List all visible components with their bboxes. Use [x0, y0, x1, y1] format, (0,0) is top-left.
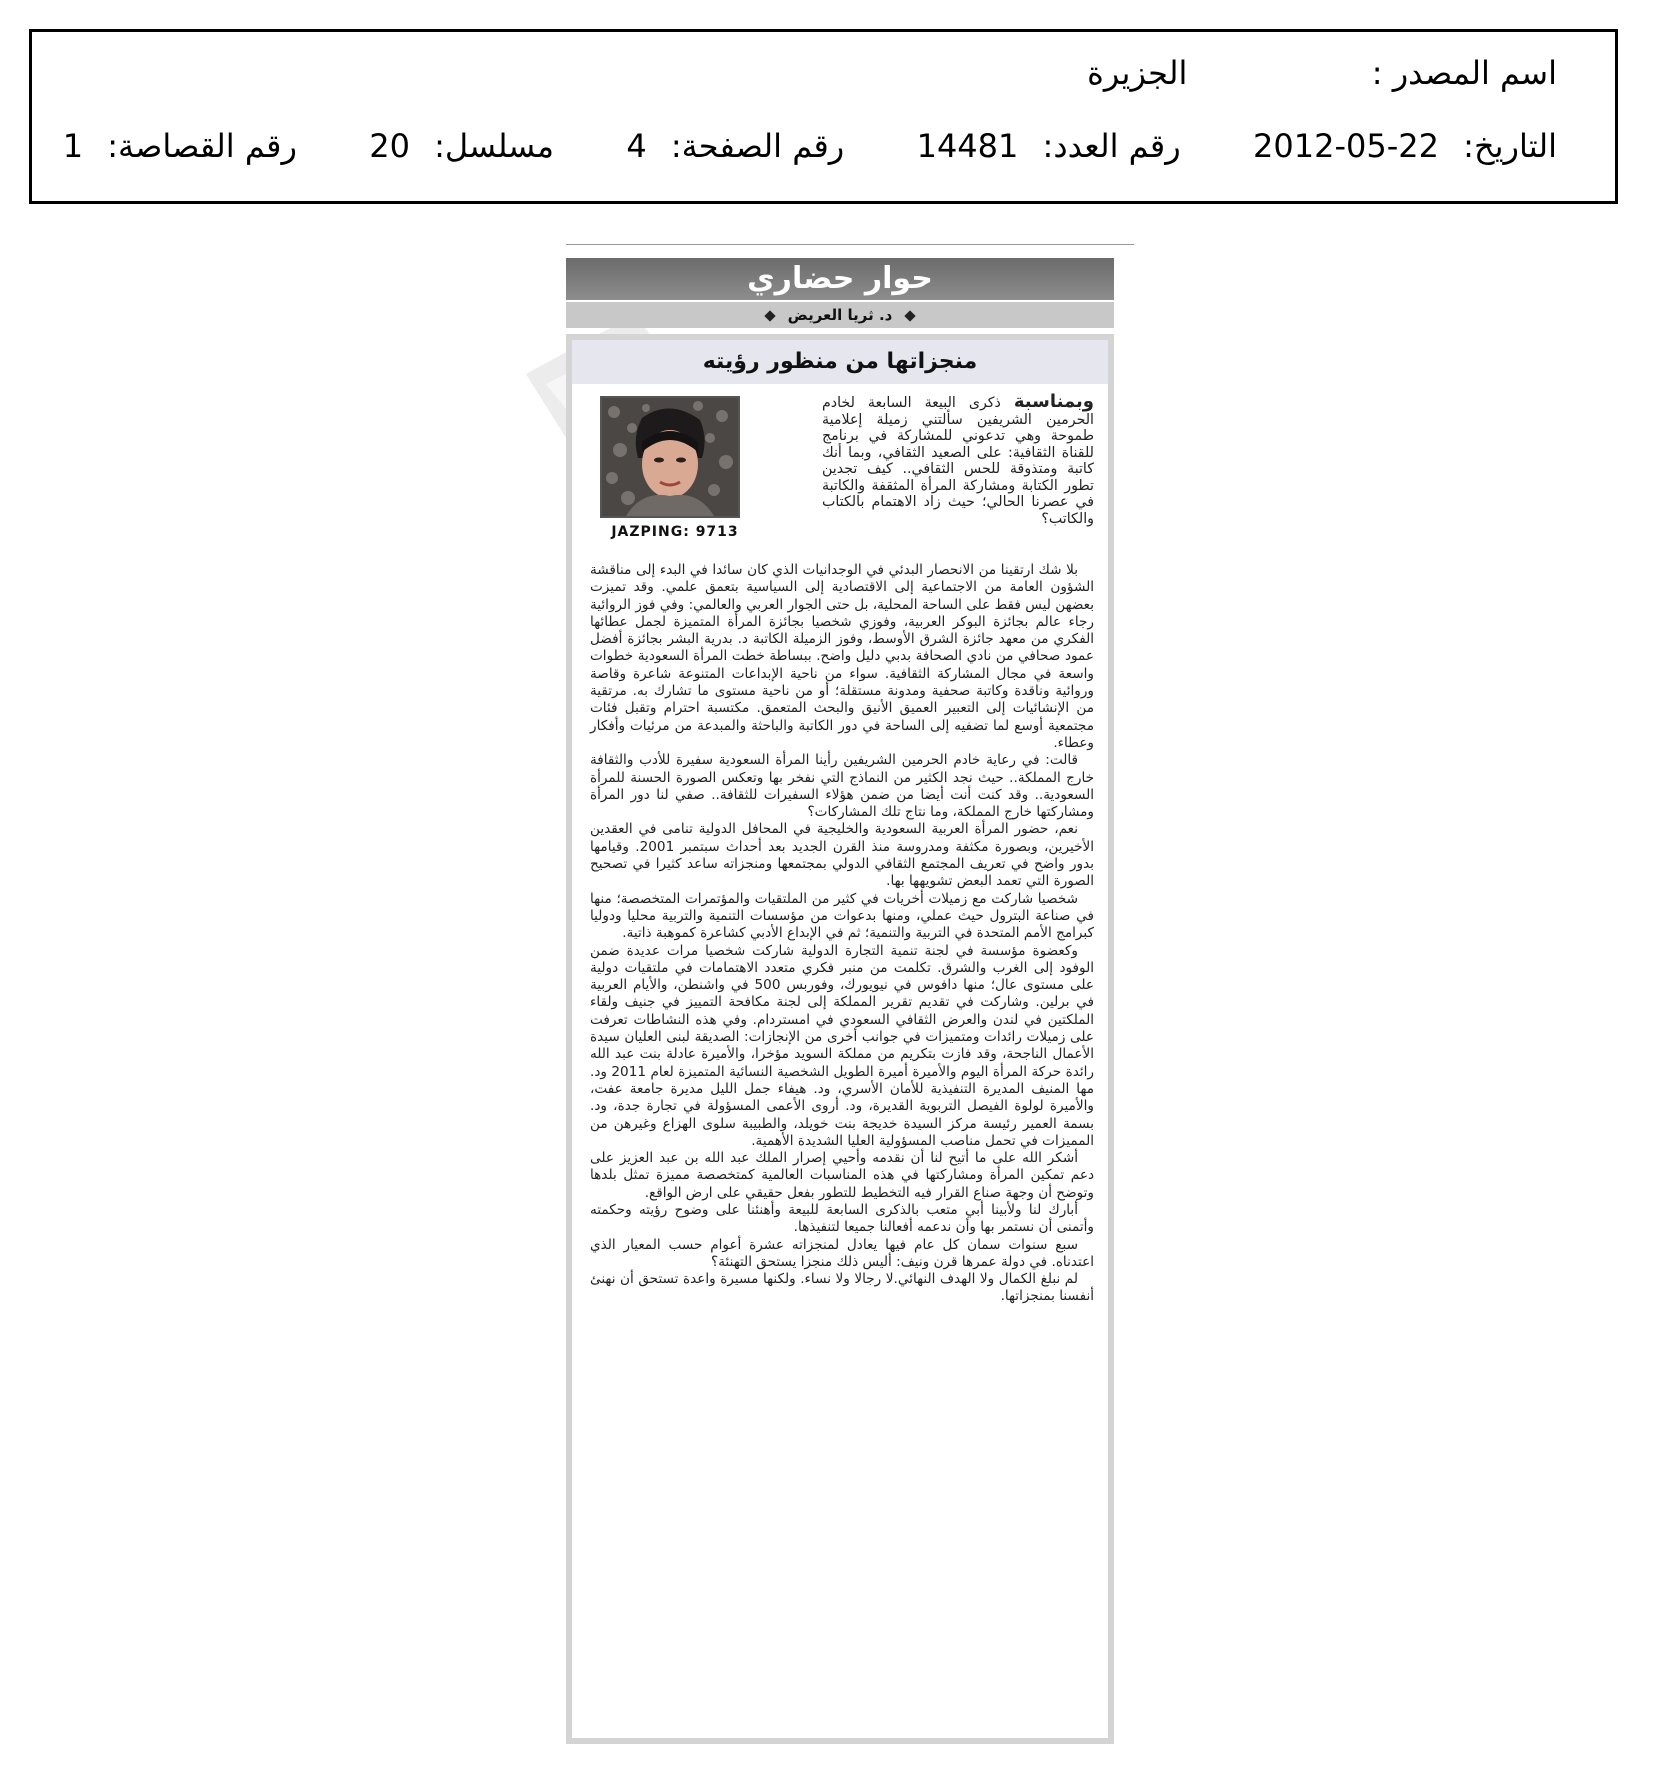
newspaper-clipping	[566, 244, 1134, 1754]
article-paragraph: شخصيا شاركت مع زميلات أخريات في كثير من الملتقيات والمؤتمرات المتخصصة؛ منها في صناعة البترول حيث عملي، ومنها بدعوات من مؤسسات التنمية والتربية محليا ودوليا كبرامج الأمم المتحدة في التربية والتنمية؛ ثم في الإبداع الأدبي كشاعرة كموهبة ذاتية.	[590, 890, 1094, 942]
headline-band	[572, 340, 1108, 384]
author-photo	[600, 396, 740, 518]
source-row	[1087, 54, 1557, 92]
source-label: اسم المصدر :	[1371, 54, 1557, 92]
diamond-icon	[764, 310, 775, 321]
date-label: التاريخ:	[1463, 127, 1557, 165]
article-paragraph: قالت: في رعاية خادم الحرمين الشريفين رأينا المرأة السعودية سفيرة للأدب والثقافة خارج المملكة.. حيث نجد الكثير من النماذج التي نفخر بها وتعكس الصورة الحسنة للمرأة السعودية.. وقد كنت أنت أيضا من ضمن هؤلاء السفيرات للثقافة.. صفي لنا دور المرأة ومشاركتها خارج المملكة، وما نتاج تلك المشاركات؟	[590, 752, 1094, 821]
issue-value: 14481	[916, 127, 1019, 165]
article-intro	[822, 391, 1094, 527]
column-title: حوار حضاري	[747, 261, 933, 296]
page-value: 4	[626, 127, 647, 165]
article-paragraph: وكعضوة مؤسسة في لجنة تنمية التجارة الدولية شاركت شخصيا مرات عديدة ضمن الوفود إلى الغرب والشرق. تكلمت من منبر فكري متعدد الاهتمامات في ملتقيات دولية على مستوى عال؛ منها دافوس في نيويورك، وفوربس 500 في واشنطن، والأيام العربية في برلين. وشاركت في تقديم تقرير المملكة إلى لجنة مكافحة التمييز في جنيف ولقاء الملكتين في لندن والعرض الثقافي السعودي في امستردام. وفي هذه النشاطات تعرفت على زميلات رائدات ومتميزات في جوانب أخرى من الإنجازات: الصديقة لبنى العليان سيدة الأعمال الناجحة، وقد فازت بتكريم من مملكة السويد مؤخرا، والأميرة عادلة بنت عبد الله رائدة حركة المرأة اليوم والأميرة أميرة الطويل الشخصية النسائية المتميزة لعام 2011 ود. مها المنيف المديرة التنفيذية للأمان الأسري، ود. هيفاء جمل الليل مديرة جامعة عفت، والأميرة لولوة الفيصل التربوية القديرة، ود. أروى الأعمى المسؤولة في تجارة جدة، ود. بسمة العمير رئيسة مركز السيدة خديجة بنت خويلد، والطبيبة سلوى الهزاع وغيرهن من المميزات في تحمل مناصب المسؤولية العليا الشديدة الأهمية.	[590, 942, 1094, 1149]
column-banner	[566, 258, 1114, 300]
article-paragraph: أبارك لنا ولأبينا أبي متعب بالذكرى السابعة للبيعة وأهنئنا على وضوح رؤيته وحكمته وأتمنى أن نستمر بها وأن ندعمه أفعالنا جميعا لتنفيذها.	[590, 1201, 1094, 1236]
article-frame	[566, 334, 1114, 1744]
author-bar	[566, 302, 1114, 328]
article-paragraph: أشكر الله على ما أتيح لنا أن نقدمه وأحيي إصرار الملك عبد الله بن عبد العزيز على دعم تمكين المرأة ومشاركتها في هذه المناسبات العالمية كمتخصصة مميزة تمثل بلدها وتوضح أن وجهة صناع القرار فيه التخطيط للتطور بفعل حقيقي على ارض الواقع.	[590, 1150, 1094, 1201]
source-value: الجزيرة	[1087, 54, 1188, 92]
intro-lead-word: وبمناسبة	[1013, 391, 1094, 412]
intro-text: ذكرى البيعة السابعة لخادم الحرمين الشريفين سألتني زميلة إعلامية طموحة وهي تدعوني للمشاركة في برنامج للقناة الثقافية: على الصعيد الثقافي، وبما أنك كاتبة ومتذوقة للحس الثقافي.. كيف تجدين تطور الكتابة ومشاركة المرأة المثقفة والكاتبة في عصرنا الحالي؛ حيث زاد الاهتمام بالكتاب والكاتب؟	[822, 395, 1094, 527]
article-paragraph: بلا شك ارتقينا من الانحصار البدئي في الوجدانيات الذي كان سائدا في البدء إلى مناقشة الشؤون العامة من الاجتماعية إلى الاقتصادية إلى السياسية بتعمق علمي. وقد تميزت بعضهن ليس فقط على الساحة المحلية، بل حتى الجوار العربي والعالمي: وفي فوز الروائية رجاء عالم بجائزة البوكر العربية، وفوزي شخصيا بجائزة المرأة المتميزة لجمل عطائها الفكري من معهد جائزة الشرق الأوسط، وفوز الزميلة الكاتبة د. بدرية البشر بجائزة أفضل عمود صحافي من نادي الصحافة بدبي دليل واضح. ببساطة خطت المرأة السعودية خطوات واسعة في مجال المشاركة الثقافية. سواء من ناحية الإبداعات المتنوعة شاعرة وقاصة وروائية وناقدة وكاتبة صحفية ومدونة مستقلة؛ أو من ناحية مستوى ما تشارك به. مرتقية من الإنشائيات إلى التعبير العميق الأنيق والبحث المتعمق. مكتسبة احترام وتقبل فئات مجتمعية أوسع لما تضفيه إلى الساحة في دور الكاتبة والباحثة والمبدعة من مرئيات وأفكار وعطاء.	[590, 562, 1094, 751]
article-paragraph: نعم، حضور المرأة العربية السعودية والخليجية في المحافل الدولية تنامى في العقدين الأخيرين، وبصورة مكثفة ومدروسة منذ القرن الجديد بعد أحداث سبتمبر 2001. وقيامها بدور واضح في تعريف المجتمع الثقافي الدولي بمجتمعها ومنجزاته ساعد كثيرا في تصحيح الصورة التي تعمد البعض تشويهها بها.	[590, 821, 1094, 890]
serial-label: مسلسل:	[434, 127, 554, 165]
issue-label: رقم العدد:	[1042, 127, 1181, 165]
article-paragraph: سبع سنوات سمان كل عام فيها يعادل لمنجزاته عشرة أعوام حسب المعيار الذي اعتدناه. في دولة عمرها قرن ونيف: أليس ذلك منجزا يستحق التهنئة؟	[590, 1236, 1094, 1270]
page-label: رقم الصفحة:	[670, 127, 845, 165]
clip-number-label: رقم القصاصة:	[107, 127, 297, 165]
article-body	[590, 562, 1094, 1306]
article-headline: منجزاتها من منظور رؤيته	[702, 349, 978, 374]
source-info-box	[29, 29, 1618, 204]
photo-caption: JAZPING: 9713	[611, 524, 739, 540]
date-value: 2012-05-22	[1253, 127, 1439, 165]
author-line	[566, 302, 1114, 328]
diamond-icon	[905, 310, 916, 321]
serial-value: 20	[369, 127, 410, 165]
details-row	[63, 127, 1557, 165]
author-name: د. ثريا العريض	[787, 306, 893, 324]
top-rule	[566, 244, 1134, 245]
article-paragraph: لم نبلغ الكمال ولا الهدف النهائي.لا رجالا ولا نساء. ولكنها مسيرة واعدة تستحق أن نهنئ أنفسنا بمنجزاتها.	[590, 1271, 1094, 1305]
clip-number-value: 1	[62, 127, 84, 165]
